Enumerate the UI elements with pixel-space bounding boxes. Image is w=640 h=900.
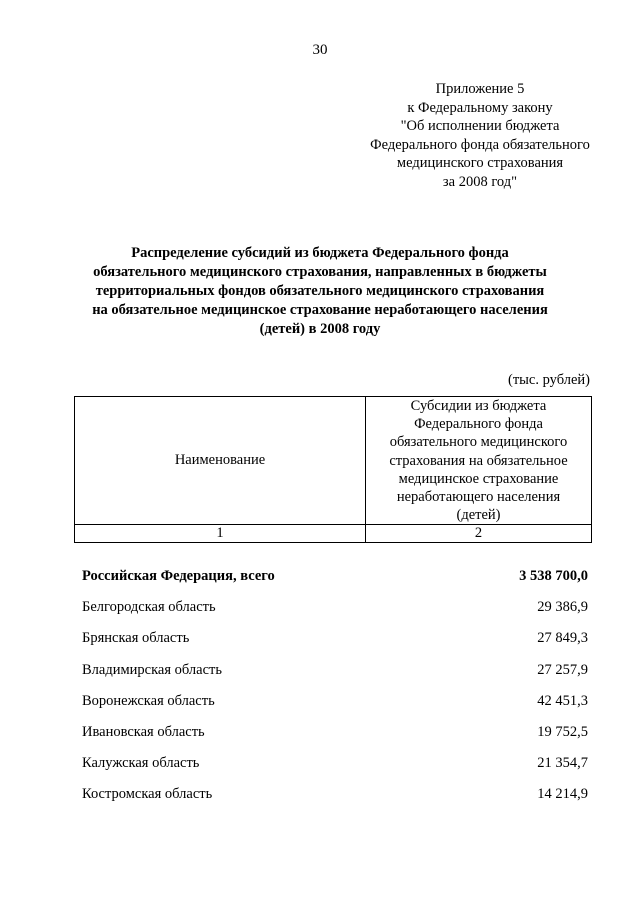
column-header-line: медицинское страхование [398,470,559,487]
appendix-line: Федерального фонда обязательного [370,136,590,153]
row-value: 3 538 700,0 [519,568,588,584]
appendix-line: к Федеральному закону [407,99,553,116]
title-line: территориальных фондов обязательного медицинского страхования [95,283,545,299]
row-name: Ивановская область [82,723,205,740]
table-row-total [82,568,588,599]
column-header-subsidies [366,397,592,525]
column-number-2: 2 [366,525,592,543]
appendix-line: "Об исполнении бюджета [400,118,560,134]
row-name: Костромская область [82,786,213,803]
table-row [82,724,588,755]
column-header-line: неработающего населения [396,489,561,506]
title-line: (детей) в 2008 году [259,321,381,337]
appendix-line: за 2008 год" [442,173,518,190]
table-row [82,786,588,817]
column-header-line: (детей) [456,507,501,524]
table-row [82,599,588,630]
row-name: Белгородская область [82,599,216,616]
column-number-1: 1 [75,525,366,543]
title-line: Распределение субсидий из бюджета Федерального фонда [131,245,509,261]
appendix-note [320,80,640,191]
data-rows [82,568,588,818]
row-name: Калужская область [82,755,200,772]
table-row [82,630,588,661]
column-header-line: Федерального фонда [414,416,543,433]
row-name: Брянская область [82,630,190,647]
title-line: на обязательное медицинское страхование неработающего населения [92,302,548,318]
column-header-line: Субсидии из бюджета [410,398,547,414]
row-value: 14 214,9 [537,786,588,803]
row-name: Российская Федерация, всего [82,568,275,584]
column-header-name: Наименование [75,397,366,525]
page-number: 30 [312,42,328,58]
row-name: Владимирская область [82,661,222,678]
row-value: 19 752,5 [537,723,588,740]
table-row [82,662,588,693]
appendix-line: Приложение 5 [435,81,525,97]
table-row [82,693,588,724]
table-header [74,396,592,543]
units-label: (тыс. рублей) [508,372,590,388]
document-title [40,244,600,339]
column-header-line: обязательного медицинского [389,434,568,451]
table-row [82,755,588,786]
row-value: 27 849,3 [537,630,588,647]
row-value: 21 354,7 [537,755,588,772]
column-header-line: страхования на обязательное [389,452,568,469]
row-value: 27 257,9 [537,661,588,678]
title-line: обязательного медицинского страхования, направленных в бюджеты [93,264,547,280]
appendix-line: медицинского страхования [396,155,564,171]
row-value: 29 386,9 [537,599,588,616]
row-value: 42 451,3 [537,692,588,709]
row-name: Воронежская область [82,692,215,709]
